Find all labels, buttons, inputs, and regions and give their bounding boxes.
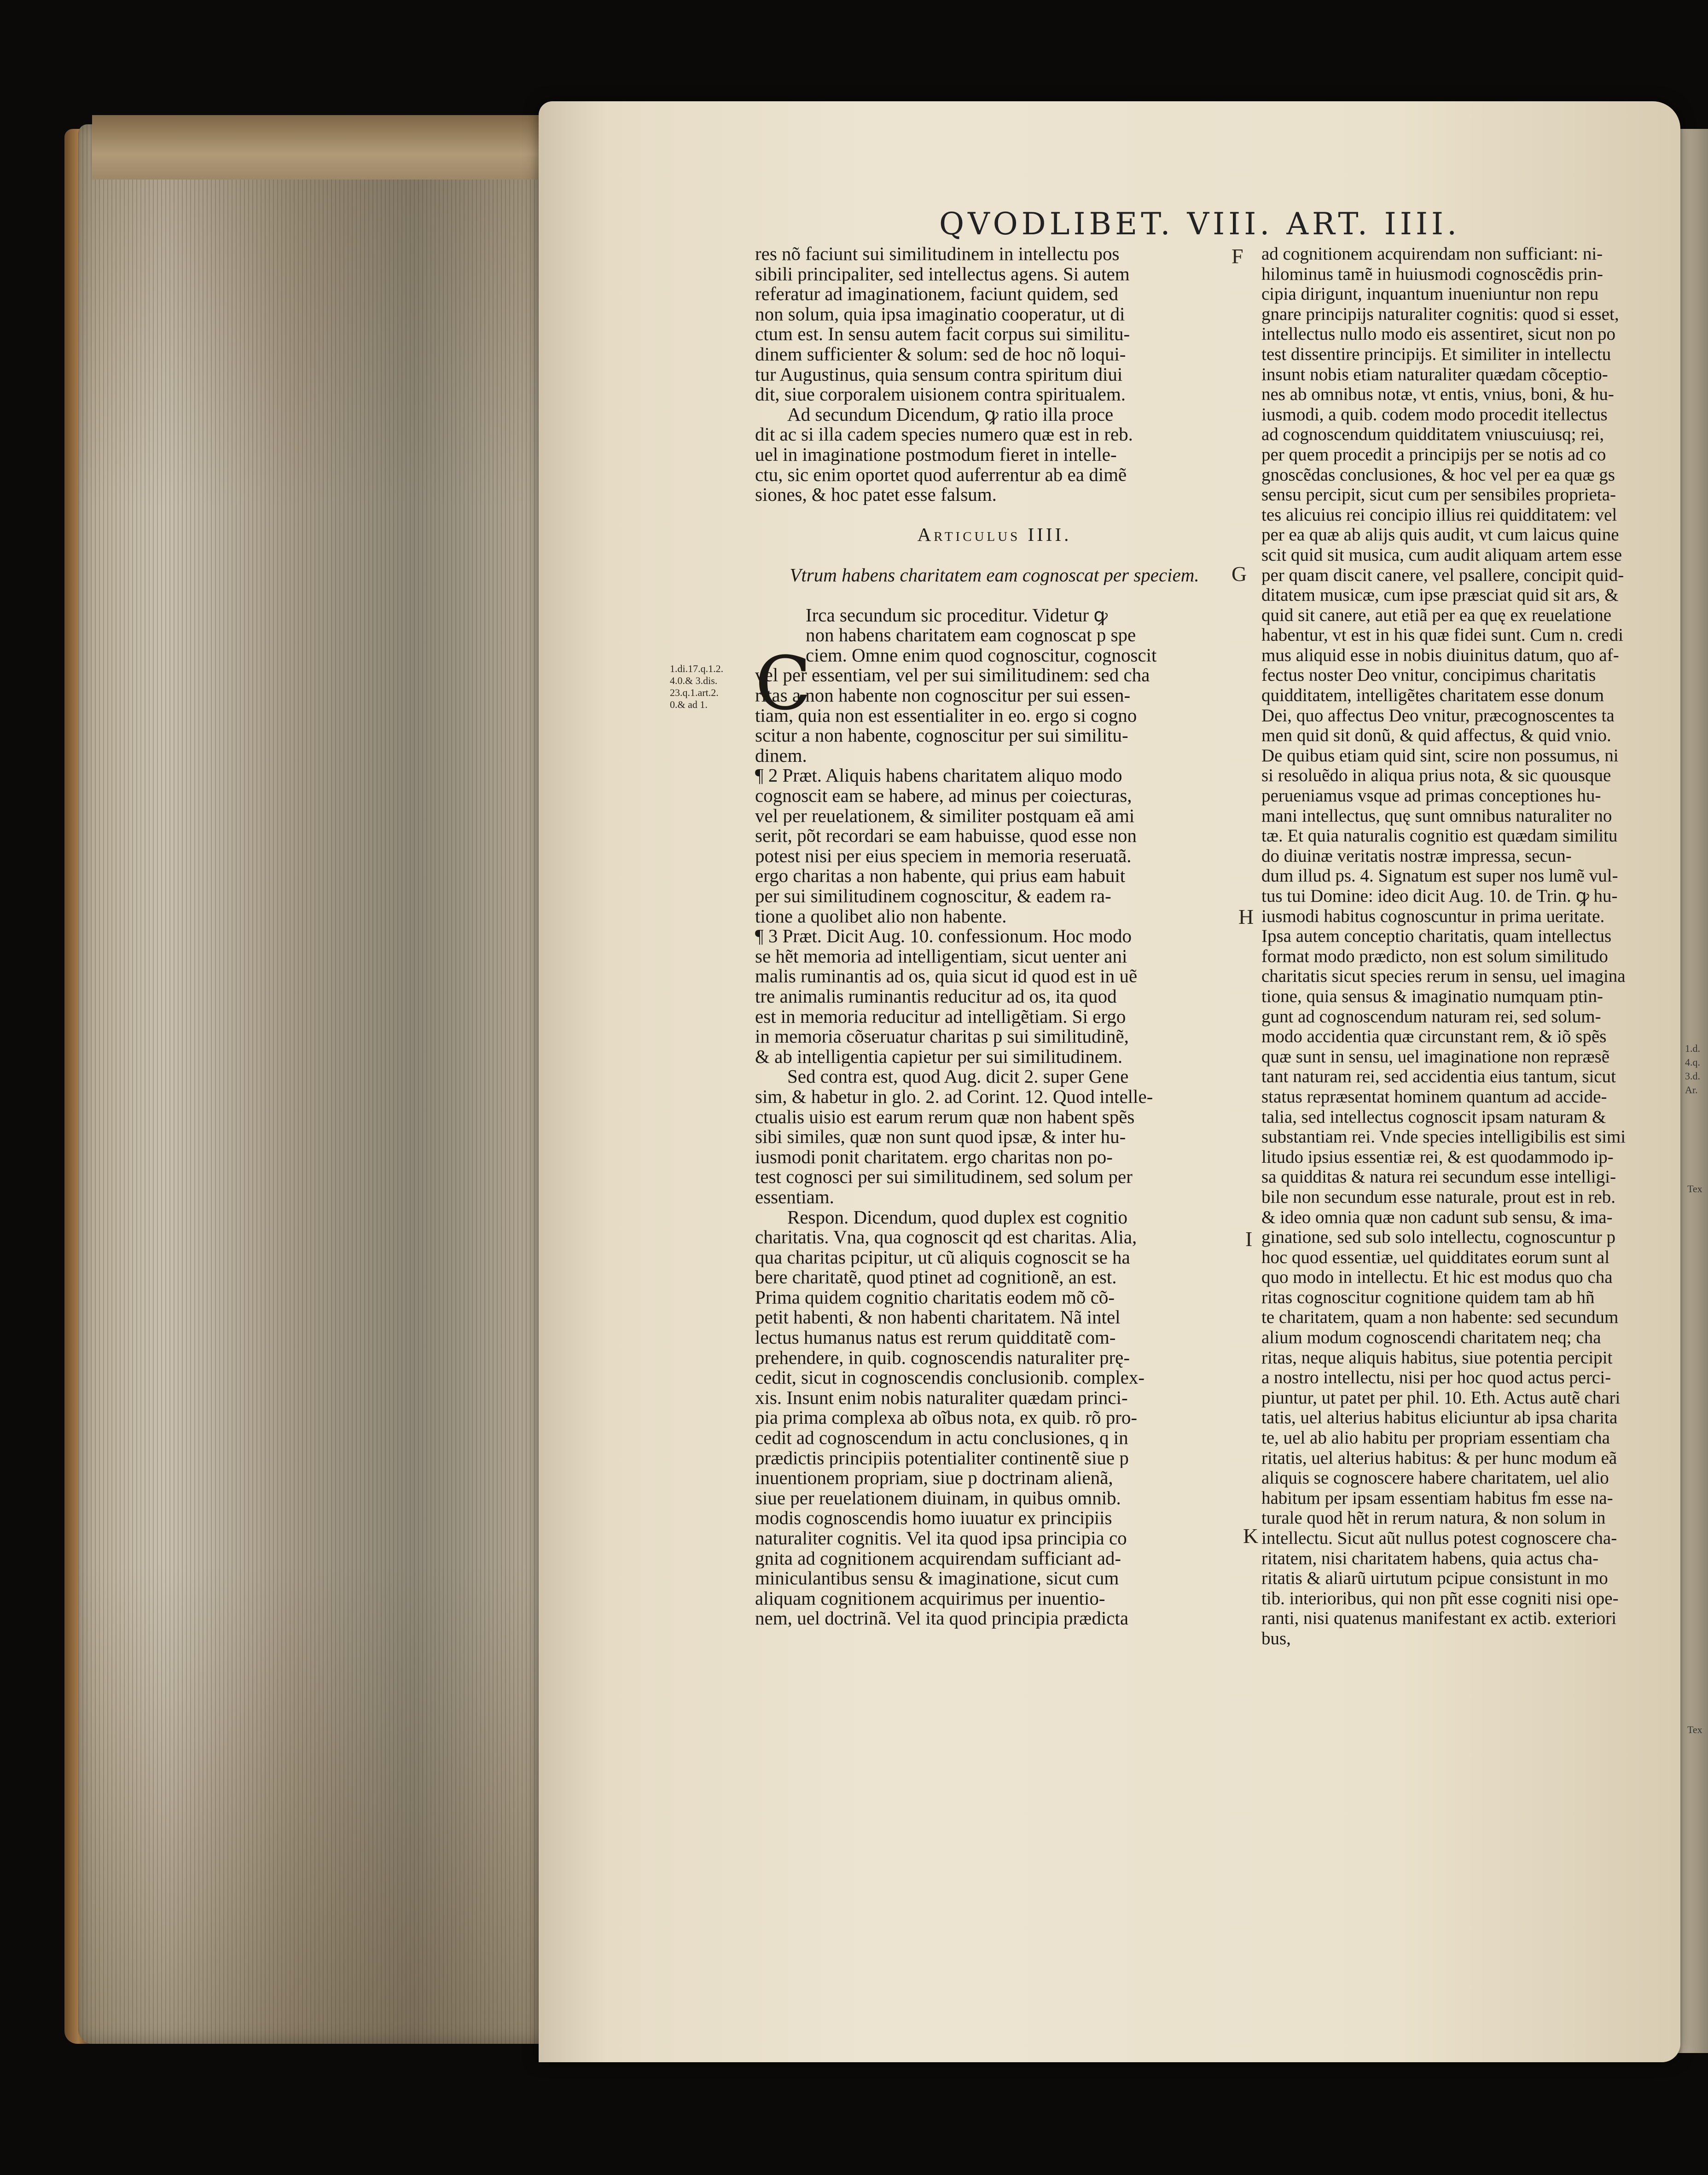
next-page-margin-note: Tex: [1687, 1183, 1702, 1195]
text-line: ginatione, sed sub solo intellectu, cognoscuntur p: [1261, 1227, 1616, 1247]
text-line: dit ac si illa cadem species numero quæ est in reb.: [755, 424, 1133, 445]
margin-reference-line: 1.di.17.q.1.2.: [670, 663, 724, 674]
text-line: scitur a non habente, cognoscitur per sui similitu-: [755, 725, 1128, 746]
text-line: iusmodi ponit charitatem. ergo charitas non po-: [755, 1147, 1113, 1167]
text-line: potest nisi per eius speciem in memoria reseruatã.: [755, 846, 1132, 866]
text-line: referatur ad imaginationem, faciunt quidem, sed: [755, 284, 1118, 304]
text-line: ¶ 3 Præt. Dicit Aug. 10. confessionum. Hoc modo: [755, 926, 1132, 946]
margin-reference-line: 0.& ad 1.: [670, 699, 708, 710]
text-line: tre animalis ruminantis reducitur ad os, ita quod: [755, 986, 1117, 1007]
text-line: cipia dirigunt, inquantum inueniuntur non repu: [1261, 284, 1599, 304]
text-line: insunt nobis etiam naturaliter quædam cõceptio-: [1261, 364, 1608, 384]
text-line: hoc quod essentiæ, uel quidditates eorum sunt al: [1261, 1247, 1610, 1267]
text-line: dum illud ps. 4. Signatum est super nos lumẽ vul-: [1261, 866, 1618, 886]
text-line: cognoscit eam se habere, ad minus per coiecturas,: [755, 786, 1132, 806]
text-line: alium modum cognoscendi charitatem neq; cha: [1261, 1328, 1601, 1348]
text-line: tes alicuius rei concipio illius rei quidditatem: vel: [1261, 505, 1617, 525]
text-line: gnita ad cognitionem acquirendam sufficiant ad-: [755, 1548, 1121, 1569]
running-head: QVODLIBET. VIII. ART. IIII.: [939, 206, 1461, 242]
text-line: ritas a non habente non cognoscitur per sui essen-: [755, 685, 1131, 706]
text-line: ¶ 2 Præt. Aliquis habens charitatem aliquo modo: [755, 766, 1122, 786]
book-top-edge: [92, 115, 566, 180]
text-line: scit quid sit musica, cum audit aliquam artem esse: [1261, 545, 1622, 565]
text-line: prædictis principiis potentialiter continentẽ siue p: [755, 1448, 1129, 1468]
text-line: bere charitatẽ, quod ptinet ad cognitionẽ, an est.: [755, 1267, 1117, 1288]
text-line: inuentionem propriam, siue p doctrinam alienã,: [755, 1468, 1113, 1488]
text-line: tant naturam rei, sed accidentia eius tantum, sicut: [1261, 1067, 1616, 1087]
text-line: bile non secundum esse naturale, prout est in reb.: [1261, 1187, 1615, 1207]
text-line: tæ. Et quia naturalis cognitio est quædam similitu: [1261, 826, 1618, 846]
text-line: mani intellectus, quę sunt omnibus naturaliter no: [1261, 806, 1612, 826]
text-line: se hẽt memoria ad intelligentiam, sicut uenter ani: [755, 946, 1127, 967]
text-line: prehendere, in quib. cognoscendis naturaliter prę-: [755, 1347, 1130, 1368]
text-line: perueniamus vsque ad primas conceptiones hu-: [1261, 786, 1601, 806]
text-line: per sui similitudinem cognoscitur, & eadem ra-: [755, 886, 1111, 906]
text-line: charitatis. Vna, qua cognoscit qd est charitas. Alia,: [755, 1227, 1137, 1247]
text-line: gnoscẽdas conclusiones, & hoc vel per ea quæ gs: [1261, 464, 1615, 485]
text-line: habitum per ipsam essentiam habitus fm esse na-: [1261, 1488, 1613, 1508]
text-line: dinem sufficienter & solum: sed de hoc nõ loqui-: [755, 344, 1126, 365]
text-line: non solum, quia ipsa imaginatio cooperatur, ut di: [755, 304, 1125, 325]
text-line: intellectus nullo modo eis assentiret, sicut non po: [1261, 324, 1616, 344]
text-line: vel per reuelationem, & similiter postquam eã ami: [755, 806, 1135, 826]
text-line: ritatem, nisi charitatem habens, quia actus cha-: [1261, 1548, 1599, 1568]
text-line: & ideo omnia quæ non cadunt sub sensu, & ima-: [1261, 1207, 1613, 1227]
text-line: uel in imaginatione postmodum fieret in intelle-: [755, 444, 1117, 465]
text-line: cedit ad cognoscendum in actu conclusiones, q in: [755, 1428, 1128, 1448]
text-line: per quem procedit a principijs per se notis ad co: [1261, 444, 1606, 464]
text-line: sim, & habetur in glo. 2. ad Corint. 12. Quod intelle-: [755, 1086, 1153, 1107]
section-marker-k: K: [1243, 1524, 1259, 1548]
text-line: ritas cognoscitur cognitione quidem tam ab hñ: [1261, 1287, 1595, 1307]
margin-reference: [670, 663, 723, 711]
text-line: ad cognoscendum quidditatem vniuscuiusq; rei,: [1261, 424, 1604, 445]
text-line: [755, 545, 1234, 565]
text-line: do diuinæ veritatis nostræ impressa, secun-: [1261, 846, 1572, 866]
text-line: habentur, vt est in his quæ fidei sunt. Cum n. credi: [1261, 625, 1623, 645]
text-line: ergo charitas a non habente, qui prius eam habuit: [755, 866, 1126, 886]
book-fore-edge: [78, 124, 557, 2044]
text-line: tione a quolibet alio non habente.: [755, 906, 1007, 927]
section-marker-g: G: [1232, 562, 1247, 586]
text-line: bus,: [1261, 1628, 1291, 1648]
text-line: tus tui Domine: ideo dicit Aug. 10. de Trin. ꝙ hu-: [1261, 886, 1618, 906]
text-line: non habens charitatem eam cognoscat p spe: [806, 625, 1136, 645]
text-line: ranti, nisi quatenus manifestant ex actib. exteriori: [1261, 1608, 1617, 1629]
text-line: quidditatem, intelligẽtes charitatem esse donum: [1261, 685, 1604, 706]
text-line: ritas, neque aliquis habitus, siue potentia percipit: [1261, 1347, 1613, 1368]
text-line: sibi similes, quæ non sunt quod ipsæ, & inter hu-: [755, 1127, 1126, 1147]
text-line: miniculantibus sensu & imaginatione, sicut cum: [755, 1568, 1119, 1589]
text-line: serit, põt recordari se eam habuisse, quod esse non: [755, 826, 1137, 846]
right-column: [1261, 244, 1694, 1649]
text-line: quo modo in intellectu. Et hic est modus quo cha: [1261, 1267, 1613, 1288]
text-line: De quibus etiam quid sint, scire non possumus, ni: [1261, 745, 1619, 766]
margin-reference-line: 4.0.& 3.dis.: [670, 675, 718, 686]
left-column: [755, 244, 1234, 1629]
text-line: format modo prædicto, non est solum similitudo: [1261, 946, 1608, 966]
text-line: te, uel ab alio habitu per propriam essentiam cha: [1261, 1428, 1610, 1448]
text-line: & ab intelligentia capietur per sui similitudinem.: [755, 1046, 1123, 1067]
text-line: gnare principijs naturaliter cognitis: quod si esset,: [1261, 304, 1619, 324]
section-marker-h: H: [1238, 905, 1254, 928]
text-line: dit, siue corporalem uisionem contra spiritualem.: [755, 384, 1126, 405]
text-line: tib. interioribus, qui non pñt esse cogniti nisi ope-: [1261, 1588, 1619, 1608]
text-line: tatis, uel alterius habitus eliciuntur ab ipsa charita: [1261, 1408, 1618, 1428]
text-line: a nostro intellectu, nisi per hoc quod actus perci-: [1261, 1368, 1611, 1388]
text-line: substantiam rei. Vnde species intelligibilis est simi: [1261, 1127, 1626, 1147]
margin-reference-line: 23.q.1.art.2.: [670, 687, 719, 698]
text-line: xis. Insunt enim nobis naturaliter quædam princi-: [755, 1387, 1128, 1408]
text-line: test dissentire principijs. Et similiter in intellectu: [1261, 344, 1611, 364]
text-line: nes ab omnibus notæ, vt entis, vnius, boni, & hu-: [1261, 384, 1614, 405]
text-line: tiam, quia non est essentialiter in eo. ergo si cogno: [755, 705, 1137, 726]
text-line: modo accidentia quæ circunstant rem, & iõ spẽs: [1261, 1027, 1607, 1047]
text-line: hilominus tamẽ in huiusmodi cognoscẽdis prin-: [1261, 264, 1603, 284]
text-line: ctum est. In sensu autem facit corpus sui similitu-: [755, 324, 1130, 344]
text-line: charitatis sicut species rerum in sensu, uel imagina: [1261, 966, 1626, 986]
text-line: aliquam cognitionem acquirimus per inuentio-: [755, 1588, 1105, 1609]
text-line: quid sit canere, aut etiã per ea quę ex reuelatione: [1261, 605, 1612, 625]
text-line: res nõ faciunt sui similitudinem in intellectu pos: [755, 244, 1120, 264]
text-line: dinem.: [755, 745, 807, 766]
text-line: ciem. Omne enim quod cognoscitur, cognoscit: [806, 645, 1157, 666]
text-line: siue per reuelationem diuinam, in quibus omnib.: [755, 1488, 1121, 1508]
text-line: Respon. Dicendum, quod duplex est cognitio: [787, 1207, 1128, 1228]
text-line: sensu percipit, sicut cum per sensibiles proprieta-: [1261, 485, 1616, 505]
next-page-margin-note: Tex: [1687, 1724, 1702, 1735]
text-line: [755, 585, 1234, 605]
text-line: intellectu. Sicut aũt nullus potest cognoscere cha-: [1261, 1528, 1617, 1548]
text-line: lectus humanus natus est rerum quidditatẽ com-: [755, 1328, 1116, 1348]
text-line: Prima quidem cognitio charitatis eodem mõ cõ-: [755, 1287, 1115, 1308]
text-line: Dei, quo affectus Deo vnitur, præcognoscentes ta: [1261, 705, 1615, 725]
text-line: petit habenti, & non habenti charitatem. Nã intel: [755, 1307, 1121, 1328]
next-page-margin-note: 4.q.: [1685, 1056, 1700, 1068]
text-line: [755, 505, 1234, 525]
text-line: siones, & hoc patet esse falsum.: [755, 485, 997, 505]
next-page-margin-note: Ar.: [1685, 1084, 1698, 1096]
text-line: Ipsa autem conceptio charitatis, quam intellectus: [1261, 926, 1612, 946]
text-line: aliquis se cognoscere habere charitatem, uel alio: [1261, 1468, 1609, 1488]
text-line: Ad secundum Dicendum, ꝙ ratio illa proce: [787, 404, 1114, 425]
text-line: ctu, sic enim oportet quod auferrentur ab ea dimẽ: [755, 464, 1127, 485]
text-line: iusmodi, a quib. codem modo procedit itellectus: [1261, 404, 1608, 424]
text-line: ditatem musicæ, cum ipse præsciat quid sit ars, &: [1261, 585, 1619, 605]
text-line: talia, sed intellectus cognoscit ipsam naturam &: [1261, 1107, 1606, 1127]
text-line: iusmodi habitus cognoscuntur in prima ueritate.: [1261, 906, 1605, 926]
text-line: quæ sunt in sensu, uel imaginatione non repræsẽ: [1261, 1046, 1610, 1067]
text-line: sibili principaliter, sed intellectus agens. Si autem: [755, 264, 1130, 284]
text-line: Articulus IIII.: [917, 525, 1072, 545]
text-line: per ea quæ ab alijs quis audit, vt cum laicus quine: [1261, 525, 1619, 545]
text-line: Irca secundum sic proceditur. Videtur ꝙ: [806, 605, 1108, 626]
text-line: si resoluẽdo in aliqua prius nota, & sic quousque: [1261, 766, 1611, 786]
text-line: modis cognoscendis homo iuuatur ex principiis: [755, 1508, 1112, 1528]
text-line: ritatis, uel alterius habitus: & per hunc modum eã: [1261, 1448, 1617, 1468]
next-page-margin-note: 1.d.: [1685, 1043, 1700, 1054]
text-line: vel per essentiam, vel per sui similitudinem: sed cha: [755, 665, 1150, 686]
text-line: Sed contra est, quod Aug. dicit 2. super Gene: [787, 1067, 1129, 1087]
next-page-margin-note: 3.d.: [1685, 1070, 1700, 1082]
text-line: pia prima complexa ab oĩbus nota, ex quib. rõ pro-: [755, 1408, 1138, 1428]
text-line: tur Augustinus, quia sensum contra spiritum diui: [755, 364, 1123, 385]
text-line: nem, uel doctrinã. Vel ita quod principia prædicta: [755, 1608, 1129, 1629]
text-line: malis ruminantis ad os, quia sicut id quod est in uẽ: [755, 966, 1138, 986]
text-line: fectus noster Deo vnitur, concipimus charitatis: [1261, 665, 1596, 685]
text-line: men quid sit donũ, & quid affectus, & quid vnio.: [1261, 725, 1611, 746]
text-line: test cognosci per sui similitudinem, sed solum per: [755, 1167, 1133, 1187]
drop-cap: C: [755, 640, 812, 726]
section-marker-f: F: [1232, 244, 1243, 268]
text-line: tione, quia sensus & imaginatio numquam ptin-: [1261, 986, 1603, 1006]
text-line: per quam discit canere, vel psallere, concipit quid-: [1261, 565, 1624, 585]
text-line: cedit, sicut in cognoscendis conclusionib. complex-: [755, 1368, 1145, 1388]
text-line: essentiam.: [755, 1187, 834, 1207]
text-line: est in memoria reducitur ad intelligẽtiam. Si ergo: [755, 1006, 1126, 1027]
text-line: qua charitas pcipitur, ut cũ aliquis cognoscit se ha: [755, 1247, 1130, 1268]
text-line: gunt ad cognoscendum naturam rei, sed solum-: [1261, 1006, 1601, 1027]
text-line: naturaliter cognitis. Vel ita quod ipsa principia co: [755, 1528, 1127, 1549]
text-line: sa quidditas & natura rei secundum esse intelligi-: [1261, 1167, 1616, 1187]
text-line: ctualis uisio est earum rerum quæ non habent spẽs: [755, 1107, 1135, 1127]
text-line: piuntur, ut patet per phil. 10. Eth. Actus autẽ chari: [1261, 1387, 1621, 1408]
text-line: status repræsentat hominem quantum ad accide-: [1261, 1086, 1607, 1107]
section-marker-i: I: [1245, 1227, 1253, 1251]
text-line: mus aliquid esse in nobis diuinitus datum, quo af-: [1261, 645, 1619, 665]
text-line: in memoria cõseruatur charitas p sui similitudinẽ,: [755, 1027, 1129, 1047]
text-line: litudo ipsius essentiæ rei, & est quodammodo ip-: [1261, 1147, 1614, 1167]
text-line: te charitatem, quam a non habente: sed secundum: [1261, 1307, 1619, 1328]
text-line: ritatis & aliarũ uirtutum pcipue consistunt in mo: [1261, 1568, 1608, 1589]
text-line: Vtrum habens charitatem eam cognoscat per speciem.: [790, 565, 1199, 586]
text-line: turale quod hẽt in rerum natura, & non solum in: [1261, 1508, 1606, 1528]
text-line: ad cognitionem acquirendam non sufficiant: ni-: [1261, 244, 1603, 264]
